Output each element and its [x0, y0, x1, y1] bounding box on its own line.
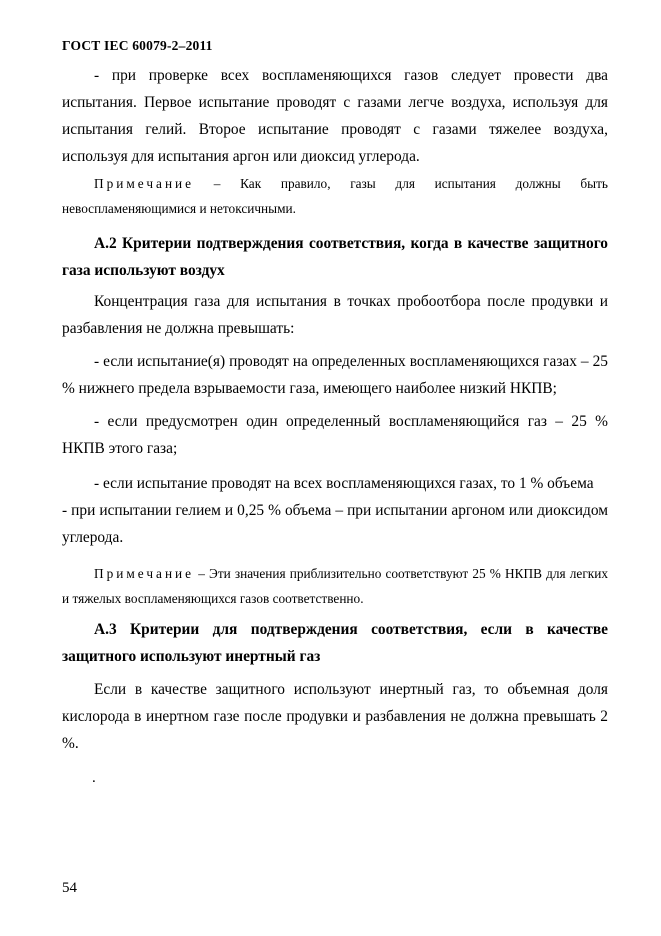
trailing-dot: . — [92, 770, 96, 786]
note-2-text: – Эти значения приблизительно соответствуют 25 % НКПВ для легких и тяжелых воспламеняющихся газов соответственно. — [62, 566, 608, 606]
paragraph-gas-testing: - при проверке всех воспламеняющихся газов следует провести два испытания. Первое испытание проводят с газами легче воздуха, используя для испытания гелий. Второе испытание проводят с газами тяжелее воздуха, используя для испытания аргон или диоксид углерода. — [62, 67, 608, 165]
note-1-label: Примечание — [94, 176, 195, 191]
section-heading-a3: А.3 Критерии для подтверждения соответствия, если в качестве защитного используют инертный газ — [62, 621, 608, 665]
paragraph-inert-gas: Если в качестве защитного используют инертный газ, то объемная доля кислорода в инертном газе после продувки и разбавления не должна превышать 2 %. — [62, 681, 608, 752]
note-1-text: – Как правило, газы для испытания должны быть невоспламеняющимися и нетоксичными. — [62, 176, 608, 216]
condition-3-rest: - при испытании гелием и 0,25 % объема – при испытании аргоном или диоксидом углерода. — [62, 502, 608, 546]
section-heading-a2: А.2 Критерии подтверждения соответствия, когда в качестве защитного газа используют воздух — [62, 235, 608, 279]
paragraph-concentration: Концентрация газа для испытания в точках пробоотбора после продувки и разбавления не должна превышать: — [62, 293, 608, 337]
note-1 — [62, 172, 608, 221]
note-2 — [62, 562, 608, 611]
paragraph-condition-2: - если предусмотрен один определенный воспламеняющийся газ – 25 % НКПВ этого газа; — [62, 413, 608, 457]
document-header: ГОСТ IEC 60079-2–2011 — [62, 38, 213, 53]
paragraph-condition-3 — [62, 470, 608, 551]
note-2-label: Примечание — [94, 566, 195, 581]
condition-3-line-1: - если испытание проводят на всех воспламеняющихся газах, то 1 % объема — [94, 475, 594, 492]
page-number: 54 — [62, 880, 77, 896]
paragraph-condition-1: - если испытание(я) проводят на определенных воспламеняющихся газах – 25 % нижнего предела взрываемости газа, имеющего наиболее низкий НКПВ; — [62, 353, 608, 397]
